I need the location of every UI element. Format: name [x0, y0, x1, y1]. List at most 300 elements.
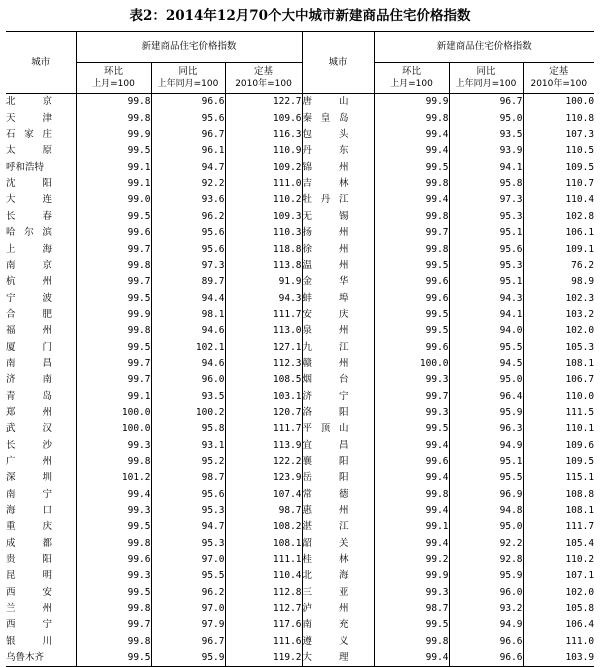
mom-value-left: 99.7 — [76, 274, 151, 290]
yoy-value-left: 96.7 — [151, 127, 225, 143]
base-value-right: 105.4 — [523, 535, 594, 551]
city-name-left — [6, 225, 76, 241]
mom-value-left: 99.9 — [76, 306, 151, 322]
header-mom-left: 环比 上月=100 — [76, 63, 151, 94]
yoy-value-right: 95.5 — [449, 339, 523, 355]
table-row — [6, 388, 594, 404]
city-name-left — [6, 584, 76, 600]
city-name-left — [6, 127, 76, 143]
yoy-value-left: 96.2 — [151, 208, 225, 224]
city-label: 安 庆 — [302, 308, 349, 320]
mom-value-left: 99.8 — [76, 633, 151, 649]
table-row — [6, 306, 594, 322]
city-label: 济 南 — [6, 374, 52, 386]
mom-value-left: 99.3 — [76, 568, 151, 584]
yoy-value-left: 98.7 — [151, 470, 225, 486]
base-value-right: 109.1 — [523, 241, 594, 257]
base-value-right: 110.1 — [523, 421, 594, 437]
city-label: 烟 台 — [302, 374, 349, 386]
city-label: 南 宁 — [6, 488, 52, 500]
yoy-value-left: 95.6 — [151, 225, 225, 241]
city-label: 唐 山 — [302, 96, 349, 108]
city-label: 厦 门 — [6, 341, 52, 353]
base-value-left: 112.3 — [225, 356, 302, 372]
yoy-value-right: 95.0 — [449, 519, 523, 535]
mom-value-left: 99.7 — [76, 372, 151, 388]
city-label: 徐 州 — [302, 243, 349, 255]
city-name-left — [6, 470, 76, 486]
yoy-value-right: 95.0 — [449, 110, 523, 126]
city-label: 济 宁 — [302, 390, 349, 402]
header-group-right: 新建商品住宅价格指数 — [374, 32, 594, 63]
base-value-right: 106.1 — [523, 225, 594, 241]
yoy-value-right: 93.2 — [449, 601, 523, 617]
city-name-right — [302, 241, 374, 257]
header-city-left: 城市 — [6, 32, 76, 94]
table-row — [6, 241, 594, 257]
city-name-left — [6, 552, 76, 568]
mom-value-left: 99.8 — [76, 323, 151, 339]
mom-value-right: 99.5 — [374, 159, 449, 175]
yoy-value-right: 94.9 — [449, 437, 523, 453]
mom-value-right: 99.3 — [374, 372, 449, 388]
yoy-value-right: 96.6 — [449, 633, 523, 649]
base-value-left: 107.4 — [225, 486, 302, 502]
header-yoy-left: 同比 上年同月=100 — [151, 63, 225, 94]
table-row — [6, 339, 594, 355]
base-value-right: 109.5 — [523, 159, 594, 175]
yoy-value-left: 95.5 — [151, 568, 225, 584]
city-name-left — [6, 535, 76, 551]
mom-value-left: 99.7 — [76, 617, 151, 633]
table-row — [6, 519, 594, 535]
mom-value-right: 99.7 — [374, 225, 449, 241]
yoy-value-left: 96.7 — [151, 633, 225, 649]
city-name-right — [302, 372, 374, 388]
mom-value-right: 99.8 — [374, 208, 449, 224]
yoy-value-right: 94.5 — [449, 356, 523, 372]
header-group-left: 新建商品住宅价格指数 — [76, 32, 302, 63]
yoy-value-right: 95.0 — [449, 372, 523, 388]
city-label: 沈 阳 — [6, 178, 52, 190]
base-value-right: 102.8 — [523, 208, 594, 224]
base-value-right: 102.0 — [523, 584, 594, 600]
mom-value-right: 99.3 — [374, 584, 449, 600]
city-label: 常 德 — [302, 488, 349, 500]
city-name-right — [302, 176, 374, 192]
city-label: 丹 东 — [302, 145, 349, 157]
base-value-right: 76.2 — [523, 257, 594, 273]
city-name-right — [302, 356, 374, 372]
city-label: 温 州 — [302, 259, 349, 271]
mom-value-left: 99.1 — [76, 388, 151, 404]
mom-value-left: 99.3 — [76, 437, 151, 453]
city-name-right — [302, 650, 374, 667]
mom-value-right: 99.6 — [374, 290, 449, 306]
base-value-right: 98.9 — [523, 274, 594, 290]
city-name-right — [302, 339, 374, 355]
base-value-right: 106.4 — [523, 617, 594, 633]
city-name-right — [302, 143, 374, 159]
base-value-right: 110.8 — [523, 110, 594, 126]
base-value-left: 112.7 — [225, 601, 302, 617]
mom-value-right: 99.4 — [374, 143, 449, 159]
mom-value-right: 99.4 — [374, 437, 449, 453]
base-value-left: 113.0 — [225, 323, 302, 339]
yoy-value-right: 92.8 — [449, 552, 523, 568]
yoy-value-right: 95.1 — [449, 274, 523, 290]
city-label: 郑 州 — [6, 406, 52, 418]
yoy-value-left: 93.6 — [151, 192, 225, 208]
city-label: 蚌 埠 — [302, 292, 349, 304]
yoy-value-left: 95.6 — [151, 486, 225, 502]
city-label: 南 昌 — [6, 357, 52, 369]
city-label: 惠 州 — [302, 505, 349, 517]
city-name-right — [302, 617, 374, 633]
table-row — [6, 633, 594, 649]
city-label: 重 庆 — [6, 521, 52, 533]
yoy-value-right: 95.3 — [449, 208, 523, 224]
base-value-right: 110.0 — [523, 388, 594, 404]
base-value-left: 111.7 — [225, 421, 302, 437]
yoy-value-left: 100.2 — [151, 405, 225, 421]
city-name-left — [6, 388, 76, 404]
base-value-right: 110.7 — [523, 176, 594, 192]
city-name-left — [6, 274, 76, 290]
base-value-left: 91.9 — [225, 274, 302, 290]
mom-value-right: 99.9 — [374, 568, 449, 584]
city-name-right — [302, 584, 374, 600]
city-name-right — [302, 290, 374, 306]
city-name-left — [6, 650, 76, 667]
yoy-value-left: 95.9 — [151, 650, 225, 667]
base-value-left: 120.7 — [225, 405, 302, 421]
table-row — [6, 274, 594, 290]
city-label: 南 充 — [302, 619, 349, 631]
table-row — [6, 159, 594, 175]
base-value-left: 111.7 — [225, 306, 302, 322]
base-value-left: 110.2 — [225, 192, 302, 208]
header-city-right: 城市 — [302, 32, 374, 94]
yoy-value-left: 95.3 — [151, 535, 225, 551]
city-label: 宁 波 — [6, 292, 52, 304]
base-value-left: 110.3 — [225, 225, 302, 241]
base-value-right: 107.1 — [523, 568, 594, 584]
base-value-right: 100.0 — [523, 94, 594, 111]
mom-value-right: 99.4 — [374, 535, 449, 551]
city-label: 锦 州 — [302, 161, 349, 173]
city-name-left — [6, 486, 76, 502]
yoy-value-right: 95.1 — [449, 225, 523, 241]
base-value-left: 111.1 — [225, 552, 302, 568]
city-name-right — [302, 633, 374, 649]
city-name-right — [302, 94, 374, 111]
base-value-right: 108.8 — [523, 486, 594, 502]
yoy-value-left: 94.7 — [151, 159, 225, 175]
mom-value-right: 99.8 — [374, 110, 449, 126]
mom-value-left: 99.8 — [76, 454, 151, 470]
mom-value-left: 99.5 — [76, 584, 151, 600]
table-body — [6, 94, 594, 667]
table-row — [6, 437, 594, 453]
yoy-value-left: 95.2 — [151, 454, 225, 470]
city-name-right — [302, 454, 374, 470]
table-row — [6, 176, 594, 192]
mom-value-left: 99.3 — [76, 503, 151, 519]
yoy-value-right: 93.9 — [449, 143, 523, 159]
city-name-left — [6, 110, 76, 126]
city-label: 无 锡 — [302, 210, 349, 222]
city-name-right — [302, 519, 374, 535]
city-label: 青 岛 — [6, 390, 52, 402]
city-name-left — [6, 356, 76, 372]
city-label: 韶 关 — [302, 537, 349, 549]
city-name-right — [302, 568, 374, 584]
table-row — [6, 421, 594, 437]
base-value-left: 110.4 — [225, 568, 302, 584]
city-name-left — [6, 421, 76, 437]
city-name-left — [6, 339, 76, 355]
yoy-value-right: 95.8 — [449, 176, 523, 192]
base-value-left: 123.9 — [225, 470, 302, 486]
table-row — [6, 568, 594, 584]
yoy-value-left: 94.6 — [151, 323, 225, 339]
city-label: 洛 阳 — [302, 406, 349, 418]
yoy-value-right: 95.9 — [449, 405, 523, 421]
base-value-left: 117.6 — [225, 617, 302, 633]
yoy-value-left: 97.3 — [151, 257, 225, 273]
city-label: 宜 昌 — [302, 439, 349, 451]
city-name-left — [6, 290, 76, 306]
city-label: 兰 州 — [6, 603, 52, 615]
city-label: 三 亚 — [302, 586, 349, 598]
mom-value-right: 99.2 — [374, 552, 449, 568]
city-name-left — [6, 208, 76, 224]
city-label: 金 华 — [302, 276, 349, 288]
city-label: 石 家 庄 — [6, 129, 52, 141]
base-value-right: 111.5 — [523, 405, 594, 421]
base-value-right: 108.1 — [523, 356, 594, 372]
yoy-value-right: 96.3 — [449, 421, 523, 437]
city-name-right — [302, 257, 374, 273]
city-name-left — [6, 94, 76, 111]
yoy-value-left: 95.3 — [151, 503, 225, 519]
city-label: 赣 州 — [302, 357, 349, 369]
city-name-right — [302, 437, 374, 453]
city-label: 包 头 — [302, 129, 349, 141]
city-label: 襄 阳 — [302, 455, 349, 467]
base-value-right: 111.7 — [523, 519, 594, 535]
mom-value-left: 99.8 — [76, 110, 151, 126]
mom-value-right: 99.4 — [374, 503, 449, 519]
city-name-left — [6, 257, 76, 273]
city-name-right — [302, 486, 374, 502]
mom-value-left: 99.6 — [76, 552, 151, 568]
city-label: 泸 州 — [302, 603, 349, 615]
city-name-left — [6, 306, 76, 322]
city-name-left — [6, 454, 76, 470]
city-name-left — [6, 372, 76, 388]
yoy-value-left: 93.1 — [151, 437, 225, 453]
yoy-value-left: 93.5 — [151, 388, 225, 404]
table-row — [6, 601, 594, 617]
base-value-left: 110.9 — [225, 143, 302, 159]
yoy-value-left: 94.7 — [151, 519, 225, 535]
base-value-left: 122.7 — [225, 94, 302, 111]
table-row — [6, 535, 594, 551]
mom-value-right: 99.4 — [374, 127, 449, 143]
city-name-right — [302, 470, 374, 486]
header-base-right: 定基 2010年=100 — [523, 63, 594, 94]
city-label: 福 州 — [6, 325, 52, 337]
mom-value-right: 99.1 — [374, 519, 449, 535]
city-label: 桂 林 — [302, 554, 349, 566]
yoy-value-left: 96.6 — [151, 94, 225, 111]
table-title: 表2：2014年12月70个大中城市新建商品住宅价格指数 — [129, 8, 471, 24]
city-label: 长 沙 — [6, 439, 52, 451]
city-name-left — [6, 437, 76, 453]
table-row — [6, 208, 594, 224]
mom-value-right: 99.3 — [374, 405, 449, 421]
base-value-right: 103.9 — [523, 650, 594, 667]
city-name-right — [302, 208, 374, 224]
table-row — [6, 470, 594, 486]
city-label: 广 州 — [6, 455, 52, 467]
city-name-right — [302, 159, 374, 175]
city-name-left — [6, 503, 76, 519]
table-row — [6, 650, 594, 667]
city-name-right — [302, 225, 374, 241]
yoy-value-left: 95.6 — [151, 241, 225, 257]
mom-value-left: 99.6 — [76, 225, 151, 241]
base-value-left: 108.2 — [225, 519, 302, 535]
table-row — [6, 323, 594, 339]
table-row — [6, 127, 594, 143]
base-value-right: 103.2 — [523, 306, 594, 322]
base-value-left: 98.7 — [225, 503, 302, 519]
mom-value-left: 100.0 — [76, 421, 151, 437]
mom-value-right: 99.5 — [374, 421, 449, 437]
city-label: 西 宁 — [6, 619, 52, 631]
yoy-value-left: 94.6 — [151, 356, 225, 372]
city-name-right — [302, 421, 374, 437]
base-value-left: 109.2 — [225, 159, 302, 175]
city-label: 杭 州 — [6, 276, 52, 288]
mom-value-right: 99.8 — [374, 241, 449, 257]
yoy-value-left: 96.1 — [151, 143, 225, 159]
city-label: 深 圳 — [6, 472, 52, 484]
yoy-value-left: 98.1 — [151, 306, 225, 322]
yoy-value-right: 94.3 — [449, 290, 523, 306]
yoy-value-right: 95.5 — [449, 470, 523, 486]
yoy-value-left: 97.0 — [151, 601, 225, 617]
yoy-value-right: 94.0 — [449, 323, 523, 339]
table-row — [6, 94, 594, 111]
city-name-left — [6, 519, 76, 535]
table-row — [6, 503, 594, 519]
yoy-value-right: 94.1 — [449, 159, 523, 175]
yoy-value-left: 95.8 — [151, 421, 225, 437]
base-value-right: 106.7 — [523, 372, 594, 388]
yoy-value-left: 96.0 — [151, 372, 225, 388]
price-index-table — [6, 31, 594, 667]
base-value-right: 111.0 — [523, 633, 594, 649]
yoy-value-right: 95.1 — [449, 454, 523, 470]
city-name-left — [6, 568, 76, 584]
mom-value-left: 100.0 — [76, 405, 151, 421]
city-label: 西 安 — [6, 586, 52, 598]
mom-value-right: 99.5 — [374, 617, 449, 633]
yoy-value-right: 96.0 — [449, 584, 523, 600]
city-label: 太 原 — [6, 145, 52, 157]
mom-value-left: 101.2 — [76, 470, 151, 486]
yoy-value-right: 94.9 — [449, 617, 523, 633]
mom-value-right: 99.5 — [374, 323, 449, 339]
yoy-value-right: 96.9 — [449, 486, 523, 502]
yoy-value-right: 96.7 — [449, 94, 523, 111]
city-name-right — [302, 405, 374, 421]
base-value-right: 110.5 — [523, 143, 594, 159]
base-value-left: 111.0 — [225, 176, 302, 192]
city-name-right — [302, 388, 374, 404]
header-base-left: 定基 2010年=100 — [225, 63, 302, 94]
yoy-value-left: 97.0 — [151, 552, 225, 568]
mom-value-right: 99.4 — [374, 650, 449, 667]
city-name-right — [302, 503, 374, 519]
base-value-left: 94.3 — [225, 290, 302, 306]
table-row — [6, 356, 594, 372]
mom-value-right: 98.7 — [374, 601, 449, 617]
yoy-value-left: 102.1 — [151, 339, 225, 355]
city-name-left — [6, 633, 76, 649]
table-row — [6, 405, 594, 421]
base-value-right: 110.2 — [523, 552, 594, 568]
city-label: 天 津 — [6, 112, 52, 124]
city-name-left — [6, 192, 76, 208]
yoy-value-right: 95.9 — [449, 568, 523, 584]
base-value-right: 109.6 — [523, 437, 594, 453]
city-label: 平 顶 山 — [302, 423, 349, 435]
mom-value-left: 99.5 — [76, 143, 151, 159]
base-value-left: 122.2 — [225, 454, 302, 470]
base-value-right: 109.5 — [523, 454, 594, 470]
city-label: 岳 阳 — [302, 472, 349, 484]
table-row — [6, 372, 594, 388]
table-row — [6, 143, 594, 159]
city-label: 扬 州 — [302, 227, 349, 239]
yoy-value-right: 93.5 — [449, 127, 523, 143]
mom-value-left: 99.8 — [76, 535, 151, 551]
header-yoy-right: 同比 上年同月=100 — [449, 63, 523, 94]
yoy-value-right: 96.4 — [449, 388, 523, 404]
mom-value-left: 99.4 — [76, 486, 151, 502]
yoy-value-left: 89.7 — [151, 274, 225, 290]
mom-value-right: 99.4 — [374, 192, 449, 208]
base-value-right: 108.1 — [523, 503, 594, 519]
mom-value-left: 99.0 — [76, 192, 151, 208]
header-mom-right: 环比 上月=100 — [374, 63, 449, 94]
city-name-left — [6, 323, 76, 339]
city-label: 武 汉 — [6, 423, 52, 435]
city-name-left — [6, 143, 76, 159]
city-name-right — [302, 535, 374, 551]
city-label: 乌 鲁 木 齐 — [6, 652, 45, 664]
city-label: 吉 林 — [302, 178, 349, 190]
mom-value-left: 99.8 — [76, 601, 151, 617]
city-name-right — [302, 601, 374, 617]
base-value-right: 102.0 — [523, 323, 594, 339]
mom-value-left: 99.1 — [76, 159, 151, 175]
